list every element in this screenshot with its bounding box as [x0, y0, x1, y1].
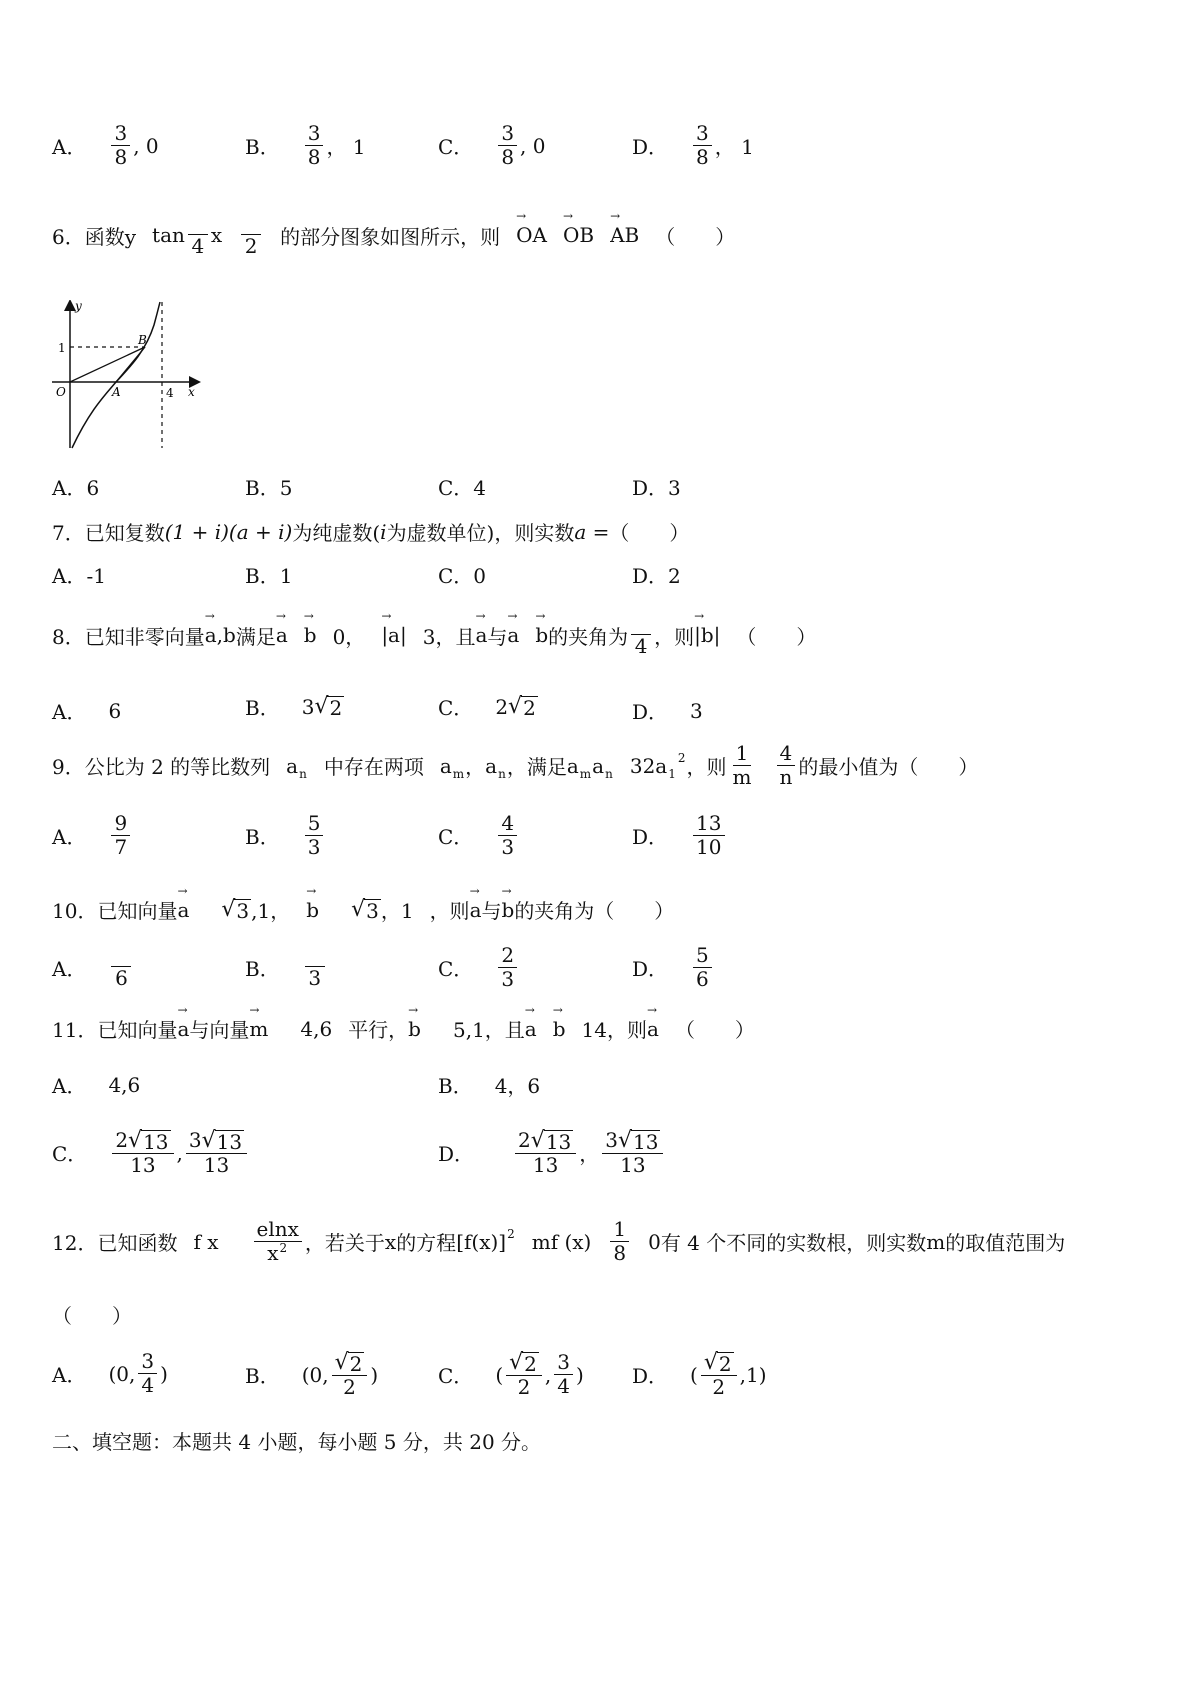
option-label: B．	[245, 956, 280, 981]
q10-yu: 与	[481, 899, 502, 923]
q8-yu: 与	[487, 624, 508, 649]
option-label: D．	[632, 1364, 669, 1389]
sup-2: 2	[677, 750, 686, 765]
q12-prefix: 12．已知函数	[52, 1231, 178, 1255]
q11-option-b	[438, 1070, 540, 1099]
option-label: B．	[245, 825, 280, 849]
fraction	[305, 812, 324, 859]
sub-n: n	[498, 766, 506, 781]
q5-option-b	[245, 122, 366, 169]
denominator: 2	[517, 1375, 531, 1400]
option-label: A．	[52, 700, 87, 724]
q12-zero: 0	[648, 1229, 661, 1254]
q12-option-a	[52, 1350, 168, 1397]
numerator: 2	[498, 944, 517, 968]
fraction: √ 2 2	[506, 1350, 542, 1399]
option-post: )	[160, 1361, 168, 1386]
q12-tail2: 的取值范围为	[945, 1231, 1066, 1255]
q10-then: ，则	[429, 899, 470, 923]
vector-a: → a	[475, 623, 487, 647]
segment-ab	[116, 347, 145, 382]
q12-x: x	[384, 1229, 397, 1254]
answer-paren: （ ）	[655, 224, 736, 249]
q7-i: i	[380, 519, 387, 544]
q11-prefix: 11．已知向量	[52, 1018, 178, 1042]
option-pre: (0,	[108, 1361, 136, 1386]
q6-option-b: B．5	[245, 476, 293, 500]
radicand: 2	[329, 696, 343, 720]
q12-fsq: [f(x)]	[456, 1229, 507, 1254]
numerator: 9	[111, 812, 130, 836]
fraction	[693, 122, 712, 169]
option-tail: , 0	[133, 133, 159, 158]
option-label: D．	[632, 825, 669, 849]
q6-mid: 的部分图象如图所示，则	[280, 224, 501, 249]
vector-b: → b	[304, 623, 317, 647]
q9-option-c	[438, 812, 520, 859]
q10-t1: ,1，	[251, 899, 291, 923]
tan-graph	[50, 300, 220, 460]
vector-ab: → AB	[610, 223, 639, 247]
abs-b: → |b|	[694, 623, 720, 647]
q11-yu: 与向量	[189, 1018, 250, 1042]
vector-b: → b	[535, 623, 548, 647]
option-label: C．	[438, 696, 474, 720]
abs-a: → |a|	[381, 623, 406, 647]
numerator: elnx	[254, 1218, 302, 1242]
q7-prefix: 7．已知复数	[52, 521, 165, 545]
denominator: 13	[620, 1153, 646, 1178]
numerator	[241, 212, 261, 235]
sqrt: √ 3	[221, 897, 250, 923]
sub-n: n	[605, 766, 613, 781]
denominator: n	[779, 765, 793, 789]
option-label: B．	[245, 1364, 280, 1389]
denominator: 2	[343, 1375, 356, 1400]
option-label: A．	[52, 1074, 87, 1098]
q11-option-c: C． 2 √ 13 13 , 3 √ 13 13	[52, 1128, 250, 1177]
option-label: C．	[438, 957, 474, 981]
denominator: 6	[115, 966, 128, 990]
fraction	[111, 122, 130, 169]
vector-b: → b	[306, 898, 319, 922]
sqrt: √ 2	[314, 694, 343, 720]
option-tail: ， 1	[326, 135, 366, 159]
q12-tail1: 有 4 个不同的实数根，则实数	[660, 1231, 927, 1255]
q11-option-a	[52, 1070, 140, 1099]
sub-1: 1	[668, 766, 676, 781]
radicand: 2	[718, 1352, 732, 1377]
fraction	[610, 1218, 629, 1265]
radicand: 2	[524, 1352, 537, 1377]
option-label: A．	[52, 956, 87, 981]
q7-mid1: 为纯虚数(	[292, 521, 381, 545]
denominator: 8	[501, 145, 515, 169]
q9-prefix: 9．公比为 2 的等比数列	[52, 755, 271, 779]
radicand: 13	[216, 1130, 243, 1155]
option-label: D．	[632, 700, 669, 724]
vector-ob: → OB	[563, 223, 594, 247]
fraction	[188, 212, 208, 258]
denominator: 13	[203, 1153, 230, 1178]
q9-cond: ，满足	[506, 755, 567, 779]
q10-prefix: 10．已知向量	[52, 899, 178, 923]
option-value: 4，6	[494, 1074, 541, 1098]
numerator: 5	[693, 944, 712, 968]
q8-then: ，则	[654, 624, 695, 649]
fraction	[498, 812, 517, 859]
q11-dot: 14，则	[581, 1018, 647, 1042]
vector-a: → a	[647, 1017, 659, 1041]
q12-fx: f x	[193, 1229, 219, 1254]
sup-2: 2	[507, 1226, 515, 1241]
numerator: 3	[554, 1351, 573, 1375]
seq-a: a	[286, 753, 299, 778]
denominator: 2	[244, 234, 258, 258]
q11-option-d: D． 2 √ 13 13 ， 3 √ 13 13	[438, 1128, 666, 1177]
denominator: 4	[141, 1373, 155, 1397]
q7-option-d: D．2	[632, 564, 681, 588]
coefficient: 3	[605, 1128, 618, 1152]
sub-n: n	[299, 766, 307, 781]
denominator: 13	[130, 1153, 156, 1178]
fraction	[498, 944, 517, 991]
q6-x: x	[210, 223, 223, 247]
q12-eq: 的方程	[396, 1231, 457, 1255]
numerator: 1	[610, 1218, 629, 1242]
option-label: A．	[52, 825, 87, 849]
denominator: x	[267, 1241, 279, 1265]
option-label: C．	[438, 1364, 474, 1389]
term-an: a	[485, 753, 498, 778]
fraction	[138, 1350, 157, 1397]
q12-option-b	[245, 1350, 378, 1399]
fraction	[776, 742, 795, 789]
numerator: 4	[498, 812, 517, 836]
term-an: a	[592, 753, 605, 778]
q5-option-c	[438, 122, 546, 169]
q7-expression: (1 + i)(a + i)	[164, 519, 293, 544]
option-mid: ,	[544, 1362, 552, 1387]
option-label: B．	[245, 135, 280, 159]
sup-2: 2	[279, 1241, 288, 1255]
option-label: B．	[245, 696, 280, 720]
coefficient: 2	[518, 1128, 531, 1152]
q10-option-c	[438, 944, 520, 991]
coefficient: 3	[188, 1128, 202, 1152]
numerator: 5	[305, 812, 324, 836]
denominator: 8	[613, 1241, 627, 1265]
numerator	[305, 944, 325, 967]
q8-stem	[52, 612, 816, 658]
q12-mf: mf (x)	[531, 1229, 592, 1254]
q6-stem	[52, 212, 735, 258]
numerator: 3	[498, 122, 517, 146]
option-value: 3	[690, 698, 703, 723]
fraction: 2 √ 13 13	[112, 1128, 173, 1177]
q7-stem	[52, 517, 689, 546]
option-value: 4,6	[108, 1072, 141, 1097]
term-am: a	[566, 753, 579, 778]
option-tail: ， 1	[714, 135, 754, 159]
q11-stem	[52, 1014, 755, 1043]
q9-rhs: 32a	[629, 753, 668, 778]
fraction: √ 2 2	[332, 1350, 368, 1399]
vector-a: → a	[276, 623, 288, 647]
denominator: 3	[501, 967, 515, 991]
option-label: C．	[438, 135, 474, 159]
q6-option-c: C．4	[438, 476, 487, 500]
q7-option-c: C．0	[438, 564, 487, 588]
tick-one: 1	[58, 341, 66, 355]
q11-parallel: 平行，	[348, 1018, 409, 1042]
segment-ob	[70, 347, 145, 382]
denominator: 3	[501, 835, 515, 859]
denominator: m	[732, 765, 752, 789]
q9-tail: 的最小值为（ ）	[798, 755, 979, 779]
denominator: 13	[532, 1153, 559, 1178]
coefficient: 3	[301, 694, 315, 719]
vector-a: → a	[525, 1017, 537, 1041]
q9-option-d	[632, 812, 728, 859]
denominator: 3	[307, 835, 321, 859]
q9-option-a	[52, 812, 133, 859]
q12-answer-paren: （ ）	[52, 1304, 132, 1328]
option-pre: (0,	[301, 1362, 329, 1387]
numerator	[188, 212, 208, 235]
radicand: 13	[545, 1130, 572, 1155]
vector-a: → a	[507, 623, 519, 647]
term-am: a	[439, 753, 452, 778]
option-label: D．	[632, 135, 669, 159]
q9-comma: ，	[465, 755, 486, 779]
q8-angle: 的夹角为	[548, 624, 629, 649]
point-b: B	[138, 333, 147, 347]
q9-option-b	[245, 812, 326, 859]
answer-paren: （ ）	[736, 624, 817, 649]
q5-option-a	[52, 122, 159, 169]
fraction	[498, 122, 517, 169]
option-post: )	[370, 1362, 379, 1387]
radicand: 13	[633, 1130, 659, 1155]
q9-then: ，则	[686, 755, 727, 779]
q12-stem	[52, 1218, 1065, 1265]
numerator	[631, 612, 651, 635]
q10-option-b	[245, 944, 328, 990]
fraction	[730, 742, 755, 789]
option-label: C．	[438, 825, 474, 849]
numerator: 3	[305, 122, 324, 146]
sub-m: m	[452, 766, 465, 781]
radicand: 2	[349, 1352, 363, 1377]
option-label: D．	[438, 1142, 475, 1167]
denominator: 7	[114, 835, 128, 859]
coefficient: 2	[115, 1128, 129, 1152]
q8-three: 3，且	[422, 624, 476, 649]
q6-prefix: 6．函数y	[52, 224, 137, 249]
fraction	[554, 1351, 573, 1398]
q11-m-value: 4,6	[300, 1016, 333, 1041]
radicand: 13	[143, 1130, 169, 1155]
q8-option-c	[438, 692, 538, 721]
q10-option-d	[632, 944, 715, 991]
fraction: 3 √ 13 13	[602, 1128, 663, 1177]
q8-option-b	[245, 692, 344, 721]
q12-option-d	[632, 1350, 767, 1399]
option-post: ,1)	[739, 1362, 767, 1387]
q10-stem	[52, 895, 674, 924]
numerator: 3	[111, 122, 130, 146]
point-a: A	[112, 385, 121, 399]
denominator: 4	[557, 1374, 570, 1399]
vector-a: → a	[177, 1017, 189, 1041]
option-label: D．	[632, 957, 669, 981]
denominator: 8	[114, 145, 128, 169]
option-label: C．	[52, 1142, 88, 1167]
q6-option-d: D．3	[632, 476, 681, 500]
numerator: 1	[733, 742, 752, 766]
q12-option-c	[438, 1350, 584, 1399]
denominator: 10	[696, 835, 722, 859]
fraction	[693, 944, 712, 991]
denominator: 8	[696, 145, 709, 169]
fraction	[693, 812, 724, 859]
vector-a: → a	[177, 898, 189, 922]
numerator	[111, 944, 131, 967]
y-label: y	[75, 300, 82, 313]
denominator: 4	[191, 234, 205, 258]
coefficient: 2	[495, 694, 509, 719]
q9-mid: 中存在两项	[323, 755, 424, 779]
radicand: 3	[366, 899, 379, 923]
option-tail: , 0	[520, 133, 546, 158]
q7-option-b: B．1	[245, 564, 293, 588]
option-post: )	[575, 1362, 584, 1387]
vectors-ab: → a,b	[205, 623, 236, 647]
option-pre: (	[690, 1362, 698, 1387]
fraction: √ 2 2	[701, 1350, 737, 1399]
fraction	[305, 944, 325, 990]
numerator: 4	[777, 742, 796, 766]
answer-paren: （ ）	[609, 521, 690, 545]
tick-four: 4	[166, 386, 174, 400]
fraction: 2 √ 13 13	[515, 1128, 576, 1177]
q12-m: m	[926, 1229, 946, 1254]
option-label: B．	[438, 1074, 473, 1098]
q7-option-a: A．-1	[52, 564, 106, 588]
vector-b: → b	[502, 898, 515, 922]
q7-mid2: 为虚数单位)，则实数	[386, 521, 575, 545]
q8-cond: 满足	[235, 624, 276, 649]
denominator: 2	[712, 1375, 726, 1400]
vector-a: → a	[470, 898, 482, 922]
radicand: 2	[523, 696, 536, 720]
section-title: 二、填空题：本题共 4 小题，每小题 5 分，共 20 分。	[52, 1430, 542, 1454]
q6-tan: tan	[152, 223, 185, 247]
answer-paren: （ ）	[674, 1018, 755, 1042]
option-pre: (	[495, 1362, 504, 1387]
option-value: 6	[108, 698, 122, 723]
vector-b: → b	[553, 1017, 566, 1041]
sqrt: √ 3	[351, 897, 379, 923]
denominator: 3	[308, 966, 322, 990]
fraction	[111, 812, 130, 859]
fraction	[241, 212, 261, 258]
radicand: 3	[236, 899, 250, 923]
q10-t2: ，1	[380, 899, 414, 923]
fraction: 3 √ 13 13	[186, 1128, 247, 1177]
q8-prefix: 8．已知非零向量	[52, 624, 205, 649]
q11-b-value: 5,1，且	[452, 1018, 525, 1042]
fraction	[254, 1218, 302, 1265]
q5-option-d	[632, 122, 754, 169]
q9-stem	[52, 742, 978, 789]
numerator: 3	[693, 122, 712, 146]
vector-b: → b	[408, 1017, 421, 1041]
fraction	[631, 612, 651, 658]
q10-tail: 的夹角为（ ）	[514, 899, 675, 923]
numerator: 13	[693, 812, 724, 836]
q12-mid: ，若关于	[304, 1231, 385, 1255]
vector-m: → m	[249, 1017, 268, 1041]
q7-a: a =	[574, 519, 610, 544]
q8-zero: 0，	[332, 624, 366, 649]
sub-m: m	[579, 766, 592, 781]
fraction	[111, 944, 131, 990]
vector-oa: → OA	[516, 223, 547, 247]
sqrt: √ 2	[508, 694, 536, 720]
q8-option-a	[52, 696, 121, 725]
fraction	[305, 122, 324, 169]
denominator: 6	[696, 967, 709, 991]
option-label: A．	[52, 135, 87, 159]
denominator: 4	[634, 634, 648, 658]
q8-option-d	[632, 696, 703, 725]
numerator: 3	[138, 1350, 157, 1374]
q10-option-a	[52, 944, 134, 990]
point-o: O	[56, 385, 66, 399]
option-label: A．	[52, 1363, 87, 1387]
q6-option-a: A．6	[52, 476, 100, 500]
denominator: 8	[307, 145, 321, 169]
x-label: x	[188, 385, 195, 399]
